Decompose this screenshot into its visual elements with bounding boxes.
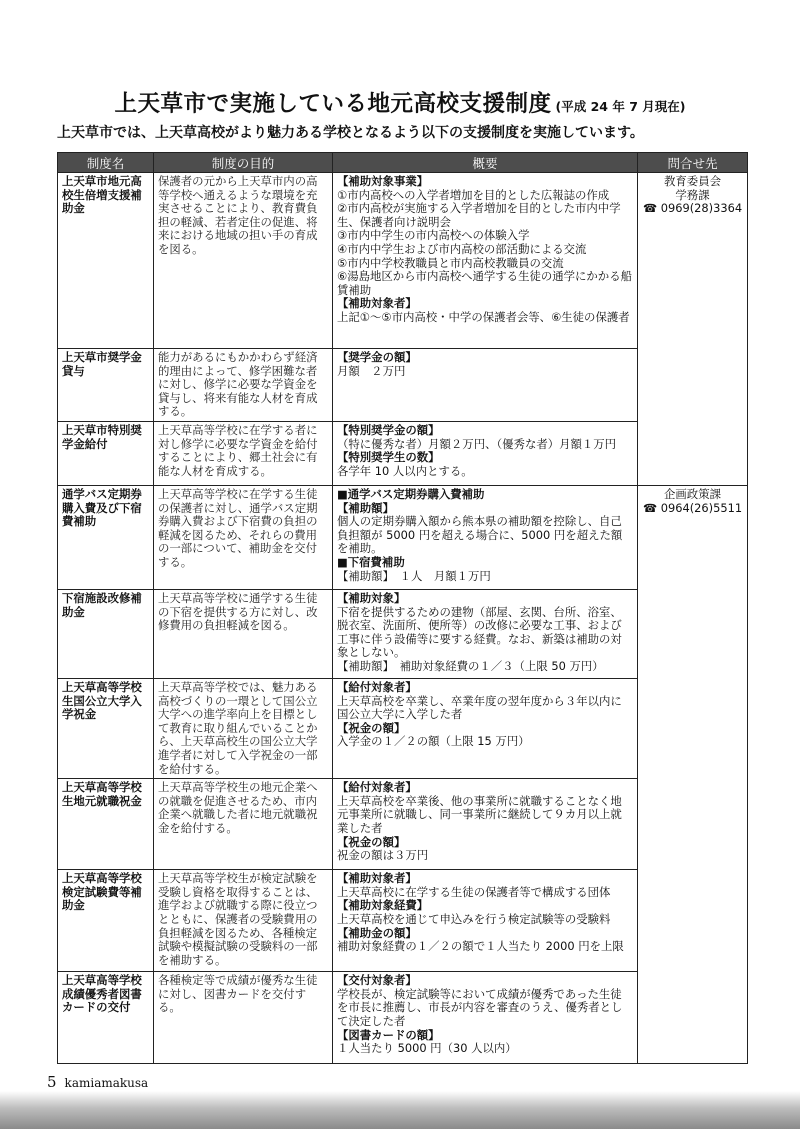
overview-line: 上天草高校を卒業後、他の事業所に就職することなく地元事業所に就職し、同一事業所に継続して９カ月以上就業した者: [337, 793, 622, 835]
table-header-row: [58, 153, 748, 173]
contact-phone: ☎ 0969(28)3364: [642, 201, 743, 216]
system-name: 下宿施設改修補助金: [58, 589, 154, 678]
system-overview: [333, 485, 638, 589]
overview-line: （特に優秀な者）月額２万円、（優秀な者）月額１万円: [337, 436, 617, 451]
system-name: 上天草市特別奨学金給付: [58, 421, 154, 485]
overview-line: 下宿を提供するための建物（部屋、玄関、台所、浴室、脱衣室、洗面所、便所等）の改修に必要な工事、および工事に伴う設備等に要する経費。なお、新築は補助の対象としない。: [337, 604, 622, 660]
overview-heading: 【補助金の額】: [337, 925, 417, 940]
page-title: [0, 86, 800, 118]
system-overview: [333, 678, 638, 778]
header-name: 制度名: [58, 153, 154, 173]
header-purpose: 制度の目的: [154, 153, 333, 173]
overview-line: ⑥湯島地区から市内高校へ通学する生徒の通学にかかる船賃補助: [337, 269, 632, 297]
overview-line: 月額 ２万円: [337, 363, 406, 378]
system-overview: [333, 972, 638, 1064]
overview-heading: 【図書カードの額】: [337, 1027, 440, 1042]
system-purpose: 上天草高等学校に通学する生徒の下宿を提供する方に対し、改修費用の負担軽減を図る。: [154, 589, 333, 678]
system-overview: [333, 421, 638, 485]
overview-line: 補助対象経費の１／２の額で１人当たり 2000 円を上限: [337, 939, 624, 954]
table-row: [58, 485, 748, 589]
system-overview: [333, 870, 638, 972]
footer-brand: kamiamakusa: [64, 1076, 149, 1090]
overview-heading: 【補助対象者】: [337, 296, 417, 311]
system-purpose: 上天草高等学校に在学する者に対し修学に必要な学資金を給付することにより、郷土社会に有能な人材を育成する。: [154, 421, 333, 485]
overview-line: １人当たり 5000 円（30 人以内）: [337, 1041, 517, 1056]
overview-heading: 【補助額】: [337, 500, 394, 515]
overview-line: 各学年 10 人以内とする。: [337, 463, 473, 478]
overview-line: 入学金の１／２の額（上限 15 万円）: [337, 734, 530, 749]
overview-heading: ■下宿費補助: [337, 554, 405, 569]
system-overview: [333, 779, 638, 870]
overview-line: ①市内高校への入学者増加を目的とした広報誌の作成: [337, 187, 610, 202]
system-purpose: 上天草高等学校では、魅力ある高校づくりの一環として国公立大学への進学率向上を目標として教育に取り組んでいることから、上天草高校生の国公立大学進学者に対して入学祝金の一部を給付する。: [154, 678, 333, 778]
overview-line: 【補助額】 補助対象経費の１／３（上限 50 万円）: [337, 658, 604, 673]
table-row: [58, 173, 748, 349]
overview-line: ④市内中学生および市内高校の部活動による交流: [337, 241, 587, 256]
header-overview: 概要: [333, 153, 638, 173]
contact-dept: 教育委員会: [664, 174, 721, 188]
overview-line: 祝金の額は３万円: [337, 848, 429, 863]
overview-heading: 【交付対象者】: [337, 973, 417, 988]
page-number: 5: [47, 1073, 57, 1091]
system-name: 上天草市奨学金貸与: [58, 349, 154, 422]
overview-line: 上記①～⑤市内高校・中学の保護者会等、⑥生徒の保護者: [337, 309, 630, 324]
page-footer: [47, 1073, 148, 1091]
system-purpose: 上天草高等学校に在学する生徒の保護者に対し、通学バス定期券購入費および下宿費の負担の軽減を図るため、それらの費用の一部について、補助金を交付する。: [154, 485, 333, 589]
overview-heading: 【補助対象者】: [337, 871, 417, 886]
overview-line: 学校長が、検定試験等において成績が優秀であった生徒を市長に推薦し、市長が内容を審査のうえ、優秀者として決定した者: [337, 986, 623, 1028]
header-contact: 問合せ先: [638, 153, 748, 173]
contact-section: 企画政策課: [664, 486, 721, 501]
system-name: 上天草高等学校成績優秀者図書カードの交付: [58, 972, 154, 1064]
system-overview: [333, 173, 638, 349]
overview-line: ③市内中学生の市内高校への体験入学: [337, 228, 530, 243]
support-table: [57, 152, 748, 1064]
overview-line: ②市内高校が実施する入学者増加を目的とした市内中学生、保護者向け説明会: [337, 201, 621, 229]
title-date: (平成 24 年 7 月現在): [555, 99, 686, 114]
overview-line: 上天草高校に在学する生徒の保護者等で構成する団体: [337, 884, 611, 899]
system-name: 通学バス定期券購入費及び下宿費補助: [58, 485, 154, 589]
overview-line: 上天草高校を卒業し、卒業年度の翌年度から３年以内に国公立大学に入学した者: [337, 693, 622, 722]
overview-heading: 【給付対象者】: [337, 780, 417, 795]
system-purpose: 能力があるにもかかわらず経済的理由によって、修学困難な者に対し、修学に必要な学資金を貸与し、将来有能な人材を育成する。: [154, 349, 333, 422]
overview-heading: 【補助対象】: [337, 590, 406, 605]
overview-heading: ■通学バス定期券購入費補助: [337, 486, 485, 501]
overview-heading: 【特別奨学金の額】: [337, 422, 440, 437]
overview-heading: 【補助対象事業】: [337, 174, 429, 188]
overview-heading: 【給付対象者】: [337, 679, 417, 694]
system-name: 上天草市地元高校生倍増支援補助金: [58, 173, 154, 349]
contact-phone: ☎ 0964(26)5511: [642, 500, 743, 515]
bottom-shadow: [0, 1091, 800, 1129]
system-name: 上天草高等学校生国公立大学入学祝金: [58, 678, 154, 778]
overview-heading: 【祝金の額】: [337, 834, 406, 849]
intro-text: 上天草市では、上天草高校がより魅力ある学校となるよう以下の支援制度を実施しています。: [57, 125, 644, 141]
contact-education: [638, 173, 748, 486]
system-name: 上天草高等学校生地元就職祝金: [58, 779, 154, 870]
overview-heading: 【奨学金の額】: [337, 350, 417, 364]
contact-planning: [638, 485, 748, 1063]
system-purpose: 各種検定等で成績が優秀な生徒に対し、図書カードを交付する。: [154, 972, 333, 1064]
system-purpose: 上天草高等学校生が検定試験を受験し資格を取得することは、進学および就職する際に役立つとともに、保護者の受験費用の負担軽減を図るため、各種検定試験や模擬試験の受験料の一部を補助する。: [154, 870, 333, 972]
overview-line: ⑤市内中学校教職員と市内高校教職員の交流: [337, 255, 564, 270]
title-main: 上天草市で実施している地元高校支援制度: [114, 91, 552, 117]
overview-heading: 【祝金の額】: [337, 720, 406, 735]
overview-line: 上天草高校を通じて申込みを行う検定試験等の受験料: [337, 911, 611, 926]
overview-heading: 【特別奨学生の数】: [337, 450, 440, 465]
system-overview: [333, 589, 638, 678]
system-purpose: 保護者の元から上天草市内の高等学校へ通えるような環境を充実させることにより、教育費負担の軽減、若者定住の促進、将来における地域の担い手の育成を図る。: [154, 173, 333, 349]
overview-line: 【補助額】 １人 月額１万円: [337, 568, 491, 583]
overview-heading: 【補助対象経費】: [337, 898, 429, 913]
overview-line: 個人の定期券購入額から熊本県の補助額を控除し、自己負担額が 5000 円を超える場合に、5000 円を超えた額を補助。: [337, 514, 623, 556]
system-overview: [333, 349, 638, 422]
system-purpose: 上天草高等学校生の地元企業への就職を促進させるため、市内企業へ就職した者に地元就職祝金を給付する。: [154, 779, 333, 870]
contact-section: 学務課: [675, 187, 710, 202]
system-name: 上天草高等学校検定試験費等補助金: [58, 870, 154, 972]
